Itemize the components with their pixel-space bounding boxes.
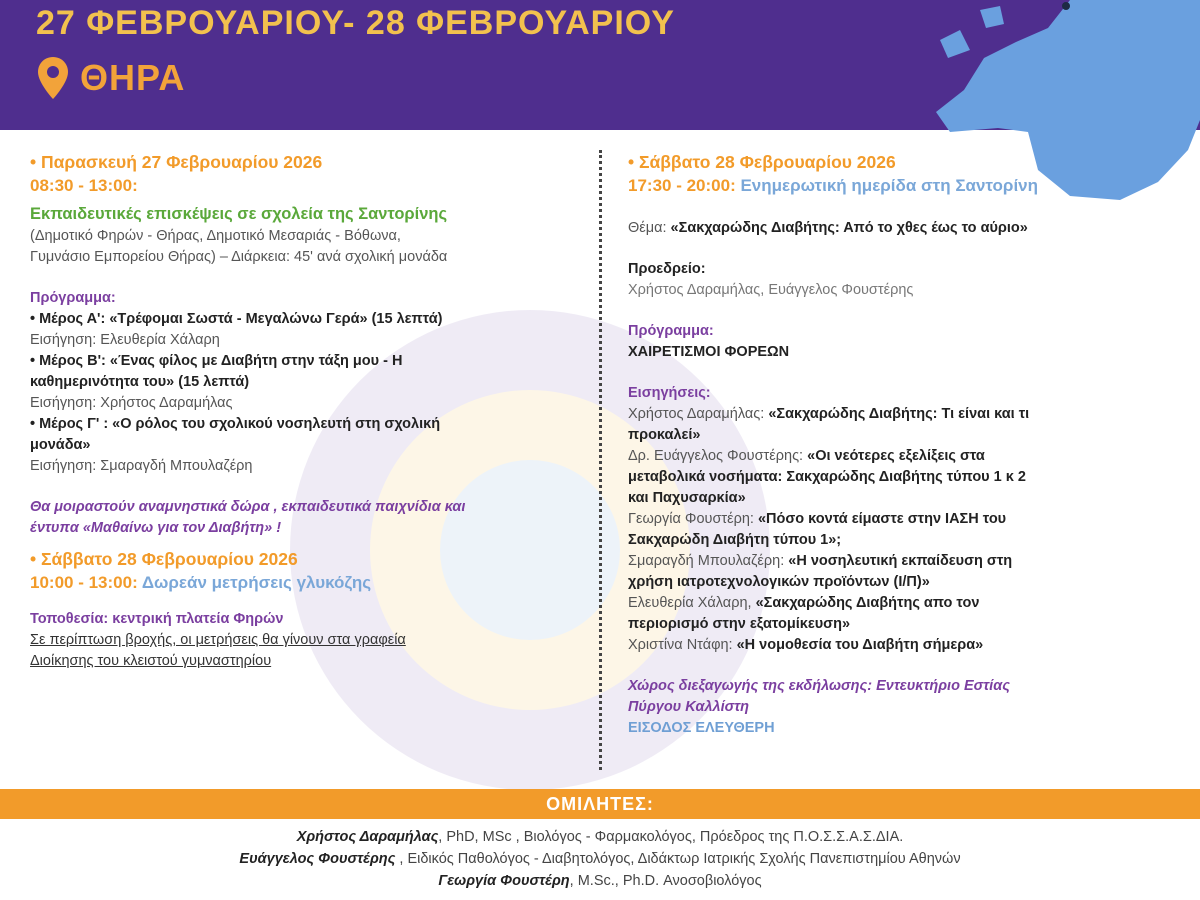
talk-title: και Παχυσαρκία» <box>628 490 746 506</box>
theme-label: Θέμα: <box>628 220 667 236</box>
talk-speaker: Γεωργία Φουστέρη: <box>628 511 758 527</box>
location-text: ΘΗΡΑ <box>80 57 186 98</box>
free-entry-text: ΕΙΣΟΔΟΣ ΕΛΕΥΘΕΡΗ <box>628 720 775 736</box>
gifts-note-line2: έντυπα «Μαθαίνω για τον Διαβήτη» ! <box>30 520 282 536</box>
day2-location: Τοποθεσία: κεντρική πλατεία Φηρών <box>30 611 284 627</box>
day2-date: • Σάββατο 28 Φεβρουαρίου 2026 <box>30 549 298 569</box>
gifts-note-line1: Θα μοιραστούν αναμνηστικά δώρα , εκπαιδευτικά παιχνίδια και <box>30 499 466 515</box>
talk-title: προκαλεί» <box>628 427 701 443</box>
day2-time: 10:00 - 13:00: <box>30 573 138 592</box>
speakers-bar <box>0 789 1200 819</box>
day2-event: Δωρεάν μετρήσεις γλυκόζης <box>141 573 372 592</box>
rain-note-line1: Σε περίπτωση βροχής, οι μετρήσεις θα γίνουν στα γραφεία <box>30 632 406 648</box>
talk-title: «Η νομοθεσία του Διαβήτη σήμερα» <box>736 637 984 653</box>
talk-title: «Σακχαρώδης Διαβήτης απο τον <box>755 595 980 611</box>
talk-item <box>628 404 1168 446</box>
speaker-name: Χρήστος Δαραμήλας <box>296 829 439 845</box>
presidium-label: Προεδρείο: <box>628 261 706 277</box>
talk-speaker: Χρήστος Δαραμήλας: <box>628 406 769 422</box>
day1-program-label: Πρόγραμμα: <box>30 290 116 306</box>
program-part <box>30 414 585 477</box>
location-heading <box>36 56 185 100</box>
right-program-label: Πρόγραμμα: <box>628 323 714 339</box>
speaker-desc: , PhD, MSc , Βιολόγος - Φαρμακολόγος, Πρόεδρος της Π.Ο.Σ.Σ.Α.Σ.ΔΙΑ. <box>438 829 904 845</box>
talk-title: «Πόσο κοντά είμαστε στην ΙΑΣΗ του <box>757 511 1007 527</box>
day1-details-line1: (Δημοτικό Φηρών - Θήρας, Δημοτικό Μεσαριάς - Βόθωνα, <box>30 228 401 244</box>
venue-line2: Πύργου Καλλίστη <box>628 699 750 715</box>
date-range-heading: 27 ΦΕΒΡΟΥΑΡΙΟΥ- 28 ΦΕΒΡΟΥΑΡΙΟΥ <box>36 4 675 42</box>
speaker-name: Ευάγγελος Φουστέρης <box>239 851 400 867</box>
part-b-title-line1: • Μέρος Β': «Ένας φίλος με Διαβήτη στην τάξη μου - Η <box>30 353 403 369</box>
talk-speaker: Ελευθερία Χάλαρη, <box>628 595 756 611</box>
day1-time: 08:30 - 13:00: <box>30 176 138 195</box>
day1-date: • Παρασκευή 27 Φεβρουαρίου 2026 <box>30 152 323 172</box>
talk-speaker: Σμαραγδή Μπουλαζέρη: <box>628 553 789 569</box>
part-c-title-line2: μονάδα» <box>30 437 91 453</box>
talk-item <box>628 509 1168 551</box>
speaker-name: Γεωργία Φουστέρη <box>438 873 570 889</box>
greetings-text: ΧΑΙΡΕΤΙΣΜΟΙ ΦΟΡΕΩΝ <box>628 344 790 360</box>
right-column <box>628 150 1168 739</box>
talk-title: Σακχαρώδη Διαβήτη τύπου 1»; <box>628 532 842 548</box>
speaker-row <box>0 826 1200 848</box>
rain-note-line2: Διοίκησης του κλειστού γυμναστηρίου <box>30 653 272 669</box>
talk-speaker: Δρ. Ευάγγελος Φουστέρης: <box>628 448 808 464</box>
speaker-row <box>0 848 1200 870</box>
speaker-desc: , Ειδικός Παθολόγος - Διαβητολόγος, Διδάκτωρ Ιατρικής Σχολής Πανεπιστημίου Αθηνών <box>399 851 961 867</box>
talks-label: Εισηγήσεις: <box>628 385 711 401</box>
talk-item <box>628 593 1168 635</box>
talk-item <box>628 635 1168 656</box>
part-b-title-line2: καθημερινότητα του» (15 λεπτά) <box>30 374 250 390</box>
left-column <box>30 150 585 672</box>
speakers-list <box>0 826 1200 892</box>
day1-title: Εκπαιδευτικές επισκέψεις σε σχολεία της Σαντορίνης <box>30 205 448 223</box>
right-time: 17:30 - 20:00: <box>628 176 736 195</box>
talk-title: μεταβολικά νοσήματα: Σακχαρώδης Διαβήτης τύπου 1 κ 2 <box>628 469 1026 485</box>
day1-details-line2: Γυμνάσιο Εμπορείου Θήρας) – Διάρκεια: 45' ανά σχολική μονάδα <box>30 249 448 265</box>
day2-time-row <box>30 571 585 595</box>
talk-title: «Οι νεότερες εξελίξεις στα <box>807 448 985 464</box>
talk-speaker: Χριστίνα Ντάφη: <box>628 637 737 653</box>
program-part <box>30 309 585 351</box>
talk-title: χρήση ιατροτεχνολογικών προϊόντων (Ι/Π)» <box>628 574 930 590</box>
part-b-speaker: Εισήγηση: Χρήστος Δαραμήλας <box>30 395 233 411</box>
speaker-row <box>0 870 1200 892</box>
day1-time-row <box>30 174 585 198</box>
talk-item <box>628 551 1168 593</box>
presidium-names: Χρήστος Δαραμήλας, Ευάγγελος Φουστέρης <box>628 282 914 298</box>
column-divider <box>599 150 602 770</box>
part-c-title-line1: • Μέρος Γ' : «Ο ρόλος του σχολικού νοσηλευτή στη σχολική <box>30 416 441 432</box>
speaker-desc: , M.Sc., Ph.D. Ανοσοβιολόγος <box>569 873 762 889</box>
right-day-date: • Σάββατο 28 Φεβρουαρίου 2026 <box>628 152 896 172</box>
theme-row <box>628 218 1168 239</box>
program-part <box>30 351 585 414</box>
part-a-title: • Μέρος Α': «Τρέφομαι Σωστά - Μεγαλώνω Γερά» (15 λεπτά) <box>30 311 443 327</box>
theme-text: «Σακχαρώδης Διαβήτης: Από το χθες έως το αύριο» <box>670 220 1028 236</box>
part-c-speaker: Εισήγηση: Σμαραγδή Μπουλαζέρη <box>30 458 253 474</box>
speakers-title: ΟΜΙΛΗΤΕΣ: <box>546 793 654 814</box>
right-event: Ενημερωτική ημερίδα στη Σαντορίνη <box>740 176 1039 195</box>
talk-title: «Η νοσηλευτική εκπαίδευση στη <box>788 553 1013 569</box>
venue-line1: Χώρος διεξαγωγής της εκδήλωσης: Εντευκτήριο Εστίας <box>628 678 1010 694</box>
santorini-map-icon <box>920 0 1200 205</box>
part-a-speaker: Εισήγηση: Ελευθερία Χάλαρη <box>30 332 220 348</box>
talk-item <box>628 446 1168 509</box>
talk-title: «Σακχαρώδης Διαβήτης: Τι είναι και τι <box>768 406 1030 422</box>
location-pin-icon <box>36 56 70 100</box>
talk-title: περιορισμό στην εξατομίκευση» <box>628 616 851 632</box>
